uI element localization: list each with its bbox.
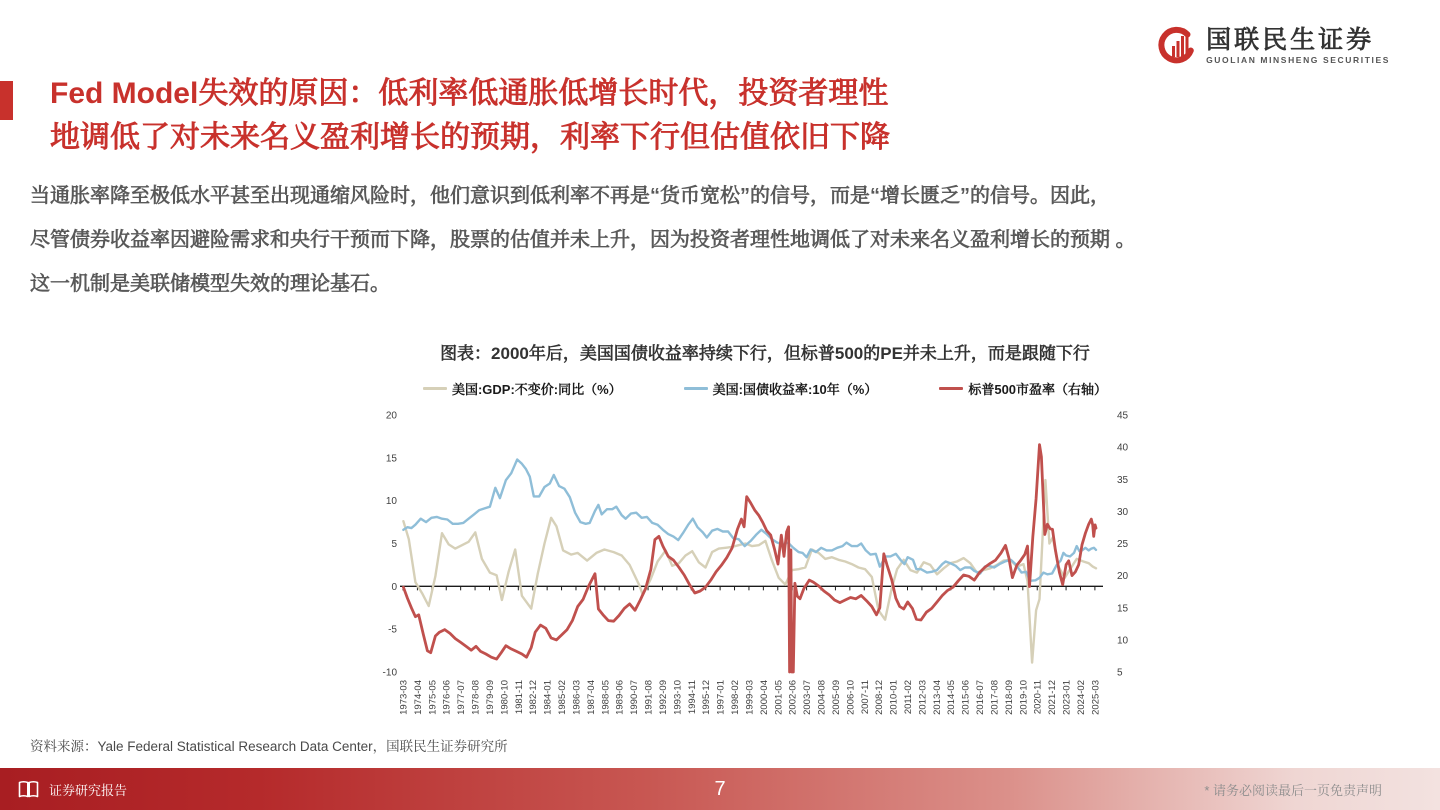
- footer-report-type: 证券研究报告: [49, 782, 128, 798]
- svg-text:1980-10: 1980-10: [499, 680, 511, 715]
- svg-text:10: 10: [1117, 635, 1129, 647]
- svg-text:25: 25: [1117, 539, 1129, 550]
- svg-text:1979-09: 1979-09: [484, 680, 496, 715]
- svg-text:1985-02: 1985-02: [557, 680, 569, 715]
- svg-text:20: 20: [385, 410, 397, 422]
- page-number: 7: [714, 777, 726, 800]
- svg-text:35: 35: [1117, 474, 1129, 486]
- svg-text:5: 5: [391, 539, 397, 550]
- left-axis-labels: [383, 411, 398, 679]
- svg-text:1998-02: 1998-02: [730, 680, 742, 715]
- svg-text:5: 5: [1117, 667, 1123, 679]
- body-line: 当通胀率降至极低水平甚至出现通缩风险时，他们意识到低利率不再是“货币宽松”的信号，而是“增长匮乏”的信号。因此，: [30, 185, 1110, 207]
- svg-text:1992-09: 1992-09: [657, 680, 669, 715]
- svg-text:15: 15: [385, 453, 397, 465]
- svg-text:1993-10: 1993-10: [672, 680, 684, 715]
- svg-text:45: 45: [1117, 410, 1129, 422]
- svg-text:1973-03: 1973-03: [398, 680, 410, 715]
- svg-text:1977-07: 1977-07: [456, 680, 468, 715]
- svg-text:2019-10: 2019-10: [1018, 680, 1030, 715]
- chart-block: [370, 335, 1160, 735]
- svg-text:2003-07: 2003-07: [802, 680, 814, 715]
- page-title-line2: 地调低了对未来名义盈利增长的预期，利率下行但估值依旧下降: [50, 121, 890, 154]
- right-axis-labels: [1117, 411, 1129, 679]
- svg-text:20: 20: [1117, 571, 1129, 583]
- svg-text:2015-06: 2015-06: [960, 680, 972, 715]
- footer-disclaimer: * 请务必阅读最后一页免责声明: [1204, 782, 1382, 798]
- svg-text:1981-11: 1981-11: [513, 680, 525, 715]
- svg-text:2023-01: 2023-01: [1061, 680, 1073, 715]
- svg-text:2006-10: 2006-10: [845, 680, 857, 715]
- svg-text:0: 0: [391, 581, 397, 593]
- svg-text:2002-06: 2002-06: [787, 680, 799, 715]
- svg-text:-5: -5: [388, 624, 397, 636]
- page-title-line1: Fed Model失效的原因：低利率低通胀低增长时代，投资者理性: [50, 77, 889, 110]
- source-note: 资料来源：Yale Federal Statistical Research Data Center，国联民生证券研究所: [30, 739, 508, 754]
- svg-text:2008-12: 2008-12: [874, 680, 886, 715]
- svg-text:2020-11: 2020-11: [1032, 680, 1044, 715]
- svg-text:30: 30: [1117, 506, 1129, 518]
- svg-text:1986-03: 1986-03: [571, 680, 583, 715]
- series-line-0: [403, 480, 1096, 662]
- svg-text:1997-01: 1997-01: [715, 680, 727, 715]
- footer-bar: [0, 768, 1440, 810]
- chart-plot: [370, 335, 1160, 735]
- svg-text:1976-06: 1976-06: [441, 680, 453, 715]
- svg-text:1978-08: 1978-08: [470, 680, 482, 715]
- company-logo-icon: [1154, 24, 1198, 68]
- svg-text:2012-03: 2012-03: [917, 680, 929, 715]
- svg-text:-10: -10: [382, 667, 397, 679]
- company-name-cn: 国联民生证券: [1206, 26, 1375, 54]
- svg-text:2004-08: 2004-08: [816, 680, 828, 715]
- chart-title: 图表：2000年后，美国国债收益率持续下行，但标普500的PE并未上升，而是跟随下行: [440, 344, 1090, 363]
- svg-text:2013-04: 2013-04: [931, 680, 943, 715]
- svg-text:1988-05: 1988-05: [600, 680, 612, 715]
- company-logo: [1154, 24, 1390, 68]
- svg-text:1982-12: 1982-12: [528, 680, 540, 715]
- body-line: 尽管债券收益率因避险需求和央行干预而下降，股票的估值并未上升，因为投资者理性地调低了对未来名义盈利增长的预期 。: [30, 229, 1136, 251]
- x-axis-labels: [399, 680, 1102, 715]
- svg-text:2017-08: 2017-08: [989, 680, 1001, 715]
- svg-text:10: 10: [385, 496, 397, 508]
- legend-label-yield: 美国:国债收益率:10年（%）: [712, 382, 878, 397]
- svg-text:1995-12: 1995-12: [701, 680, 713, 715]
- svg-text:1984-01: 1984-01: [542, 680, 554, 715]
- svg-text:1989-06: 1989-06: [614, 680, 626, 715]
- svg-text:1991-08: 1991-08: [643, 680, 655, 715]
- svg-text:15: 15: [1117, 603, 1129, 615]
- svg-text:2016-07: 2016-07: [975, 680, 987, 715]
- svg-text:1990-07: 1990-07: [629, 680, 641, 715]
- svg-text:1974-04: 1974-04: [412, 680, 424, 715]
- title-accent-bar: [0, 81, 13, 120]
- svg-text:2005-09: 2005-09: [830, 680, 842, 715]
- legend-label-gdp: 美国:GDP:不变价:同比（%）: [451, 382, 622, 397]
- body-paragraph: [30, 174, 1420, 306]
- svg-text:2024-02: 2024-02: [1075, 680, 1087, 715]
- svg-text:2007-11: 2007-11: [859, 680, 871, 715]
- svg-text:2018-09: 2018-09: [1003, 680, 1015, 715]
- company-name-en: GUOLIAN MINSHENG SECURITIES: [1206, 55, 1390, 65]
- svg-text:1975-05: 1975-05: [427, 680, 439, 715]
- svg-text:2000-04: 2000-04: [758, 680, 770, 715]
- svg-text:2011-02: 2011-02: [903, 680, 915, 715]
- svg-text:40: 40: [1117, 442, 1129, 454]
- svg-text:2021-12: 2021-12: [1047, 680, 1059, 715]
- svg-text:1999-03: 1999-03: [744, 680, 756, 715]
- svg-text:2001-05: 2001-05: [773, 680, 785, 715]
- svg-text:1987-04: 1987-04: [585, 680, 597, 715]
- page-title: [50, 72, 1390, 160]
- body-line: 这一机制是美联储模型失效的理论基石。: [30, 273, 390, 295]
- legend-label-pe: 标普500市盈率（右轴）: [968, 382, 1108, 397]
- svg-text:1994-11: 1994-11: [686, 680, 698, 715]
- svg-text:2010-01: 2010-01: [888, 680, 900, 715]
- svg-text:2025-03: 2025-03: [1090, 680, 1102, 715]
- svg-text:2014-05: 2014-05: [946, 680, 958, 715]
